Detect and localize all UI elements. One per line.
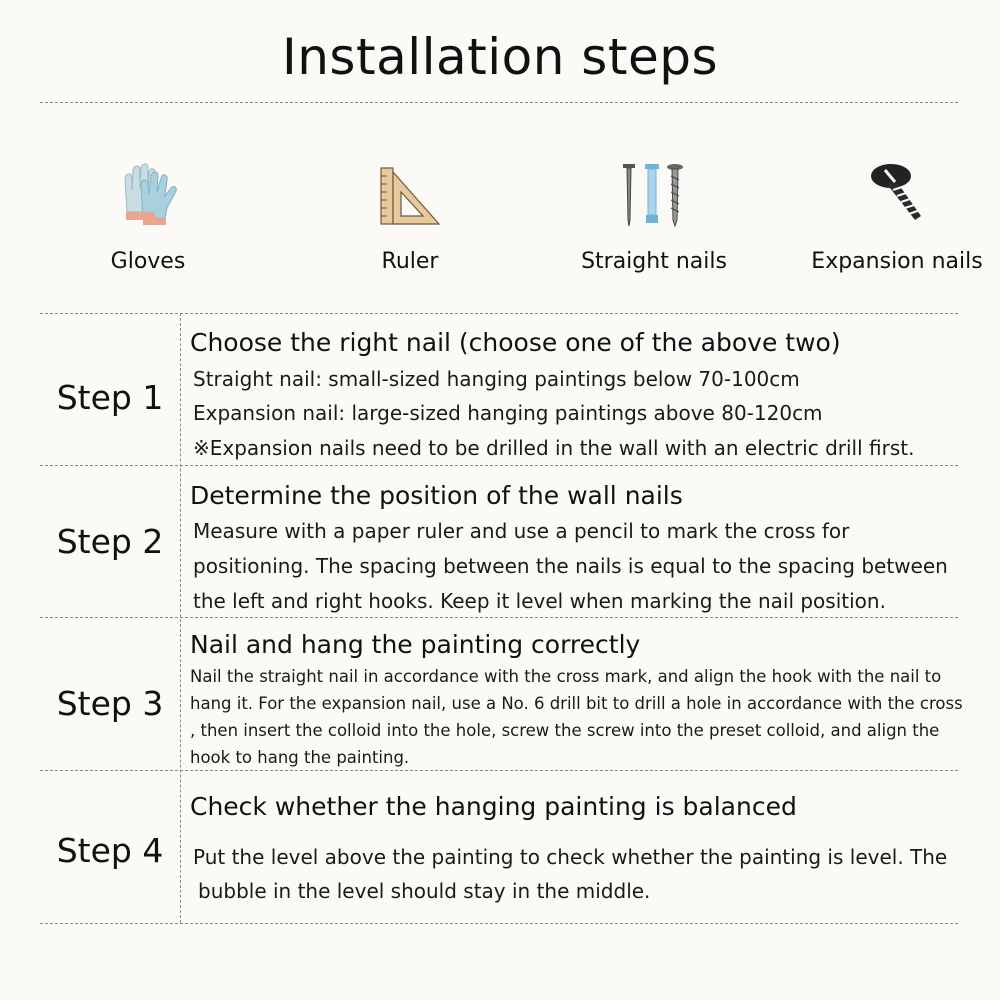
tool-expansion-nails	[797, 155, 997, 274]
step-1-line: Straight nail: small-sized hanging paintings below 70-100cm	[193, 367, 800, 391]
step-4-heading: Check whether the hanging painting is balanced	[190, 792, 797, 821]
step-2-line: the left and right hooks. Keep it level when marking the nail position.	[193, 589, 886, 613]
step-2-line: Measure with a paper ruler and use a pencil to mark the cross for	[193, 519, 850, 543]
step-3-line: hang it. For the expansion nail, use a No. 6 drill bit to drill a hole in accordance with the cross	[190, 694, 963, 713]
divider	[40, 770, 958, 771]
expansion-nail-icon	[797, 155, 997, 235]
title-divider	[40, 102, 958, 103]
tool-ruler	[310, 155, 510, 274]
ruler-icon	[310, 155, 510, 235]
step-1-label: Step 1	[56, 378, 164, 417]
tool-label: Straight nails	[581, 249, 727, 274]
divider	[40, 617, 958, 618]
step-4-line: bubble in the level should stay in the middle.	[198, 879, 651, 903]
straight-nails-icon	[554, 155, 754, 235]
step-4-label: Step 4	[56, 831, 164, 870]
step-3-heading: Nail and hang the painting correctly	[190, 630, 641, 659]
step-4-line: Put the level above the painting to check whether the painting is level. The	[193, 845, 948, 869]
step-3-line: Nail the straight nail in accordance with the cross mark, and align the hook with the nail to	[190, 667, 942, 686]
tool-straight-nails	[554, 155, 754, 274]
divider	[40, 923, 958, 924]
step-3-line: hook to hang the painting.	[190, 748, 410, 767]
step-2-heading: Determine the position of the wall nails	[190, 481, 683, 510]
tool-gloves	[48, 155, 248, 274]
step-1-heading: Choose the right nail (choose one of the above two)	[190, 328, 841, 357]
step-3-label: Step 3	[56, 684, 164, 723]
gloves-icon	[48, 155, 248, 235]
page-title: Installation steps	[281, 28, 719, 86]
tool-label: Expansion nails	[811, 249, 983, 274]
divider	[40, 313, 958, 314]
tool-label: Gloves	[110, 249, 186, 274]
step-1-line: Expansion nail: large-sized hanging paintings above 80-120cm	[193, 401, 823, 425]
tool-label: Ruler	[381, 249, 439, 274]
step-2-line: positioning. The spacing between the nails is equal to the spacing between	[193, 554, 948, 578]
column-divider	[180, 313, 181, 923]
step-1-note: ※Expansion nails need to be drilled in the wall with an electric drill first.	[193, 436, 915, 460]
step-2-label: Step 2	[56, 522, 164, 561]
step-3-line: , then insert the colloid into the hole, screw the screw into the preset colloid, and align the	[190, 721, 940, 740]
divider	[40, 465, 958, 466]
